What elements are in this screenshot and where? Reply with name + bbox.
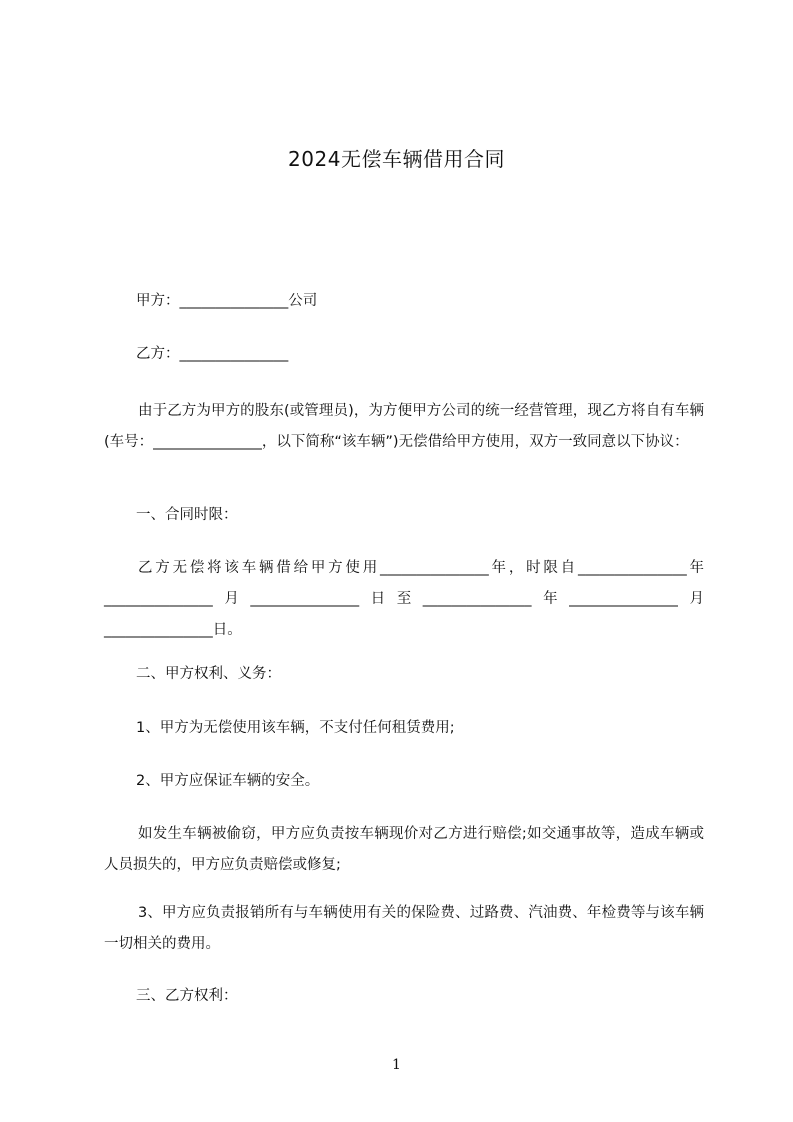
section-3-heading: 三、乙方权利： bbox=[136, 988, 238, 1004]
page-number: 1 bbox=[392, 1057, 401, 1073]
party-a-line: 甲方：_______________公司 bbox=[136, 293, 318, 309]
section-2-item-2: 2、甲方应保证车辆的安全。 bbox=[136, 773, 320, 789]
intro-paragraph: 由于乙方为甲方的股东(或管理员)，为方便甲方公司的统一经营管理，现乙方将自有车辆(车号：_______________，以下简称“该车辆”)无偿借给甲方使用，双方一致同意以下协议： bbox=[104, 403, 704, 450]
section-2-item-3: 3、甲方应负责报销所有与车辆使用有关的保险费、过路费、汽油费、年检费等与该车辆一切相关的费用。 bbox=[104, 905, 704, 952]
section-2-item-1: 1、甲方为无偿使用该车辆，不支付任何租赁费用; bbox=[136, 720, 455, 736]
section-1-body: 乙方无偿将该车辆借给甲方使用_______________年，时限自_______________年_______________月_______________日至_______________年_______________月_______________日。 bbox=[104, 560, 704, 638]
section-2-item-2-detail: 如发生车辆被偷窃，甲方应负责按车辆现价对乙方进行赔偿;如交通事故等，造成车辆或人员损失的，甲方应负责赔偿或修复; bbox=[104, 826, 704, 873]
section-2-heading: 二、甲方权利、义务： bbox=[136, 666, 281, 682]
section-1-heading: 一、合同时限： bbox=[136, 507, 238, 523]
document-title: 2024无偿车辆借用合同 bbox=[288, 147, 505, 171]
party-b-line: 乙方：_______________ bbox=[136, 346, 289, 362]
